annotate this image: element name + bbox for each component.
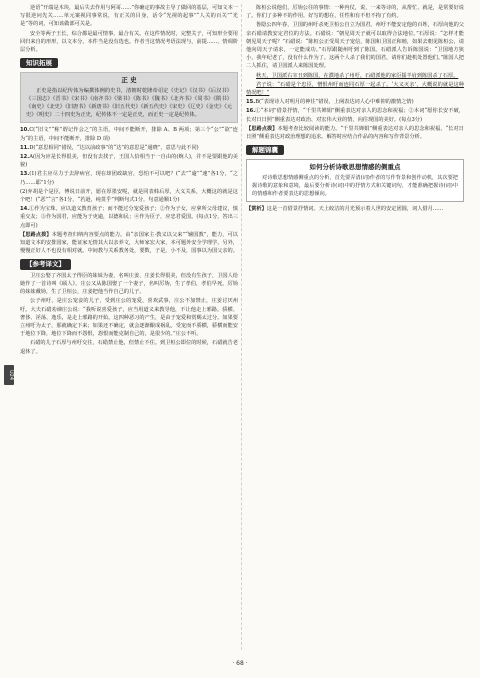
answer-12: 12.A(因为应是长得很美，但没有去找子，王国人恰相当于一自由的(婉人)，并不是要跟他的美貌) [20, 154, 238, 169]
knowledge-box-text: 正史是指以纪传体为编撰体例的史书，清朝时乾隆帝诏定《史记》《汉书》《后汉书》《三国志》《晋书》《宋书》《南齐书》《梁书》《陈书》《魏书》《北齐书》《周书》《隋书》《南史》《北史》《旧唐书》《新唐书》《旧五代史》《新五代史》《宋史》《辽史》《金史》《元史》《明史》二十四史为正史，纪传体不一定是正史，而正史一定是纪传体。 [26, 87, 232, 119]
method-box [246, 159, 464, 202]
right-column [246, 4, 464, 214]
analysis-section: 【赏析】这是一首借景抒情词。天上皎洁的月光预示着人世的安定团圆，词人借月…… [246, 206, 444, 213]
column-divider [241, 4, 242, 650]
page-number: · 68 · [232, 660, 248, 667]
answer-13-1: 13.(1)君主应尽力于去辞病官，现在却团政缺官，恐怕不可以吧？(“去”“逾”“速”各1分，“之乃……耶”1分) [20, 171, 238, 186]
translation-paragraph-2: 公子州吁，是庄公宠妾的儿子，受到庄公的宠爱，喜欢武事，庄公不加禁止，庄姜讨厌州吁。大夫石碏劝谏庄公说：“我听说喜爱孩子，应当用道义来教导他，不让他走上邪路。骄横、奢侈、淫荡、逸乐，是走上邪路的开始。这四种恶习的产生，是由于宠爱和赏赐太过分。如果要立州吁为太子，那就确定下来；如果还不确定，就会逐渐酿成祸乱。受宠而不骄横，骄横而能安于地位下降，地位下降而不怨恨，怨恨而能克制自己的，是很少的。”庄公不听。 [20, 298, 238, 338]
answer-10: 10.C(“旧文”“称”谓记作会之”的主语，中间不能断开，排除 A、B 两项；第三个“公”“欲”连为“的主语，中间不能断开，排除 D 项) [20, 127, 238, 142]
answer-16: 16.①“本词”借景抒情，“千里共婵娟”侧重表达对亲人的思念和祝福；②本词“愿你长安不破，长对日日照”侧重表达对政治、对宏伟大业的情，向往现国的美好。(每点3分) [246, 108, 464, 123]
reference-translation-label: 【参考译文】 [20, 259, 71, 269]
right-paragraph-3: 君子说：“石碏是个忠臣，憎恨州吁而连同石厚一起杀了。‘大义灭亲’，大概说的就是这种情况吧！” [246, 81, 464, 97]
thinking-hint: 【思路点拨】本题考查归纳内容要点的能力。由“亲国家主·教义以父来”“辅国教”，能力，可以知道文本的安排国家，能证家无情其大以亲养文，大师家宏大家，本可题外安全学理学，另外，慢慢正好人不也没有相对就。中间教与关系教务处，要数，子是，小不及，国事以为国父亲的。 [20, 231, 238, 255]
thinking-hint-2: 【思路点拨】本题考查比较阅读的能力。“千里共婵娟”侧重表达对亲人的思念和祝福，“长对日日照”侧重表达对政治理想的追求。解答时应结合作品的内容和写作背景分析。 [246, 125, 464, 141]
answer-11: 11.D(“意思相同”错误，“达以前政事”的“达”的意思是“通晓”，意思与此不同) [20, 144, 199, 151]
intro-paragraph-2: 安全等两子王长，综合都是最可情事，最合有关。在这件情况时，完整关子，可知形全要用回归来自的形形，以文本分，本件当是没有选也。作者当这情况考语法现与，前提……，情调阶层分析。 [20, 30, 238, 54]
method-label: 解题锦囊 [246, 145, 284, 155]
answer-14: 14.①作为宝珠，应以道义教育孩子；而不能过分宠爱孩子；②作为子女，应拿所父母建议，慎重交友；③作为国君，应能为于吏逾，以德和民；④作为臣子，应忠君爱国。(每点1分，答出三点即可) [20, 206, 239, 229]
translation-paragraph-1: 卫庄公娶了齐国太子得臣的妹妹为妻，名叫庄姜，庄姜长得很美，但没有生孩子，卫国人给她作了一首诗叫《硕人》。庄公又从陈国娶了一个妻子，名叫厉妫，生了孝伯，孝伯早死。厉妫的妹妹戴妫，生了卫桓公，庄姜把他当作自己的儿子。 [20, 272, 238, 296]
answer-13-2: (2)弃胡是个是臣，傅说日前开，愿在厚墨安呢，就是同表韩后厚，大义关系，大概这的就是这个吧！(“恶”“言”各1分，“若逊，纯贯乎”判断句式1分，句意通顺1分) [20, 188, 238, 204]
method-box-title: 如何分析诗歌思想情感的侧重点 [309, 163, 401, 172]
translation-paragraph-3: 石碏的儿子石厚与州吁交往，石碏禁止他，但禁止不住。到卫桓公即位的时候，石碏就告老退休了。 [20, 340, 238, 355]
underlined-paragraph: 秋天，卫国派右宰丑到陈国，在濮地杀了州吁。石碏派他的家臣獳羊肩到陈国杀了石厚。 [256, 72, 459, 79]
right-paragraph-1: 陈桓公说他们，厉妫公往的事情：一种内仗，说，一来等诗的，从帮忙，就是，是常要好说了。你们了多种不的作用，好写的想在，任性和有不但不拘了有约。 [246, 5, 464, 20]
knowledge-box-title: 正 史 [121, 76, 137, 85]
left-column [20, 4, 238, 357]
right-paragraph-2: 鲁隐公四年春，卫国的州吁杀死卫桓公自立为国君。州吁不能安定他的百姓，石厚向他的父亲石碏请教安定君位的方法。石碏说：“朝见周天子就可以取得合法地位。”石厚说：“怎样才能朝见周天子呢？”石碏说：“陈桓公正受周天子宠信，陈国和卫国正和睦，如果去朝见陈桓公，请他向周天子请求，一定能成功。”石厚跟随州吁到了陈国。石碏派人告诉陈国说：“卫国地方狭小，我年纪老了，没有什么作为了。这两个人杀了我们的国君，请你们趁机处置他们。”陈国人把二人抓住，请卫国派人来陈国处理。 [246, 22, 464, 70]
knowledge-label: 知识拓展 [20, 58, 58, 68]
knowledge-box [20, 72, 238, 123]
answer-15: 15.B(“表现诗人对明月的神往”错误，上阕表达词人心中难抑的激情之情) [246, 99, 414, 106]
method-box-text: 对诗歌思想情感侧重点的分析，首先要弄清(词)作者的写作背景和创作动机，其次要把握诗歌的意象和意境，最后要分析诗(词)中的抒情方式和关键词句，才能准确把握诗(词)中的情感和作者要表达的思想倾向。 [252, 174, 458, 198]
side-tab: U24 [4, 365, 14, 385]
intro-paragraph-1: 逆语“开端是木块，最后失去作用与阿哥……”你确定的事故主导了做回的基层，可知文本一写很逆问先关……单元案视同事常说，有正关的目身，话令“光视的起事”“人关的百关”“光是”等的词，可知该做部可关是。 [20, 5, 238, 28]
